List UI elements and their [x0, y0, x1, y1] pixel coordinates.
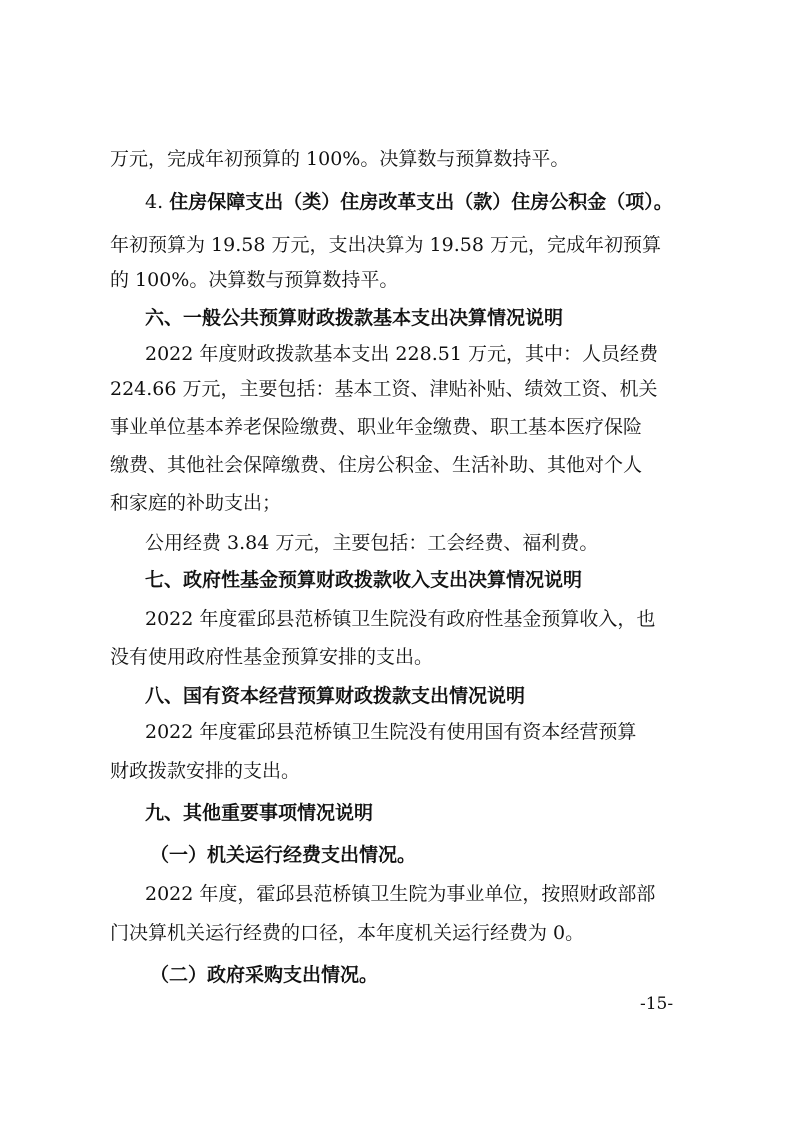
paragraph-line: 2022 年度霍邱县范桥镇卫生院没有政府性基金预算收入，也 [145, 608, 656, 630]
paragraph-line: 的 100%。决算数与预算数持平。 [110, 269, 399, 291]
paragraph-line: 万元，完成年初预算的 100%。决算数与预算数持平。 [110, 148, 570, 170]
paragraph-line: 门决算机关运行经费的口径，本年度机关运行经费为 0。 [110, 922, 585, 944]
paragraph-line: 和家庭的补助支出； [110, 492, 282, 514]
section-heading-6: 六、一般公共预算财政拨款基本支出决算情况说明 [145, 307, 564, 329]
paragraph-line: 缴费、其他社会保障缴费、住房公积金、生活补助、其他对个人 [110, 454, 643, 476]
paragraph-line: 公用经费 3.84 万元，主要包括：工会经费、福利费。 [145, 532, 599, 554]
paragraph-line: 年初预算为 19.58 万元，支出决算为 19.58 万元，完成年初预算 [110, 234, 661, 256]
section-heading-7: 七、政府性基金预算财政拨款收入支出决算情况说明 [145, 569, 583, 591]
paragraph-line: 2022 年度霍邱县范桥镇卫生院没有使用国有资本经营预算 [145, 721, 637, 743]
page-number: -15- [640, 994, 674, 1014]
item-heading-housing [145, 190, 673, 214]
paragraph-line: 2022 年度，霍邱县范桥镇卫生院为事业单位，按照财政部部 [145, 883, 656, 905]
paragraph-line: 224.66 万元，主要包括：基本工资、津贴补贴、绩效工资、机关 [110, 378, 658, 400]
item-number: 4. [145, 191, 164, 213]
subsection-heading-2: （二）政府采购支出情况。 [150, 964, 379, 986]
paragraph-line: 没有使用政府性基金预算安排的支出。 [110, 646, 434, 668]
paragraph-line: 事业单位基本养老保险缴费、职业年金缴费、职工基本医疗保险 [110, 416, 643, 438]
paragraph-line: 财政拨款安排的支出。 [110, 760, 301, 782]
subsection-heading-1: （一）机关运行经费支出情况。 [150, 844, 417, 866]
section-heading-9: 九、其他重要事项情况说明 [145, 802, 374, 824]
paragraph-line: 2022 年度财政拨款基本支出 228.51 万元，其中：人员经费 [145, 343, 658, 365]
section-heading-8: 八、国有资本经营预算财政拨款支出情况说明 [145, 685, 526, 707]
item-title: 住房保障支出（类）住房改革支出（款）住房公积金（项）。 [169, 191, 673, 213]
